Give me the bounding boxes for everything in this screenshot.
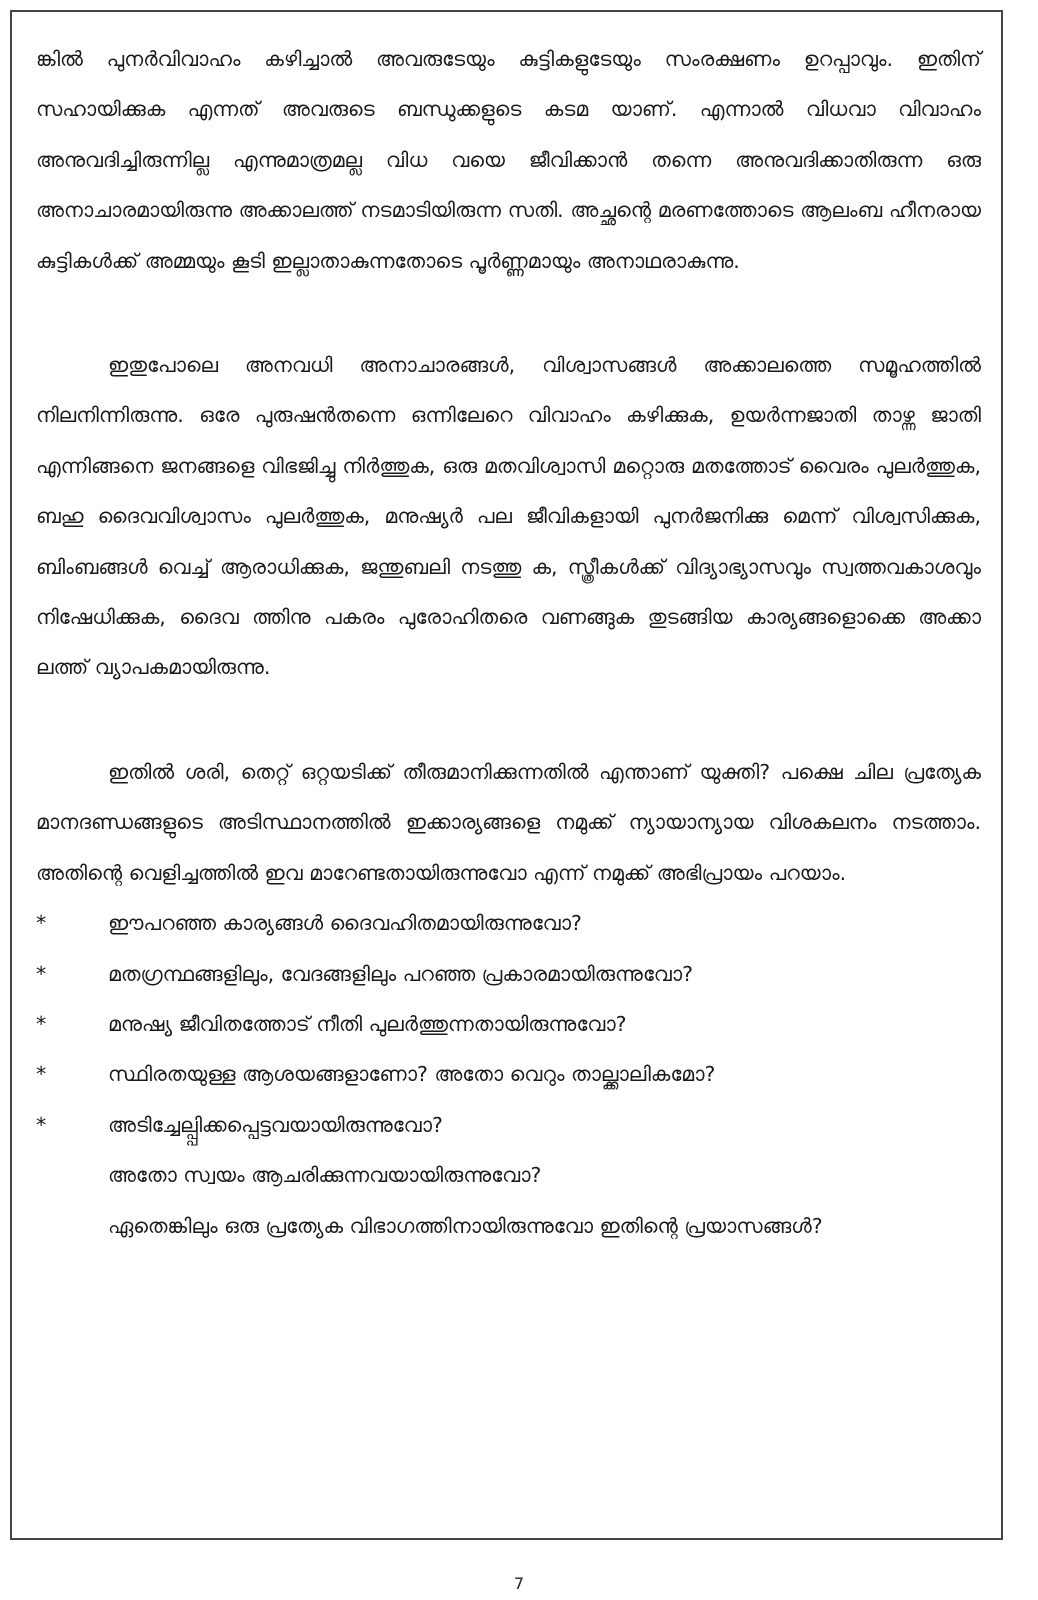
question-text: സ്ഥിരതയുള്ള ആശയങ്ങളാണോ? അതോ വെറും താല്ക്കാലികമോ? [108, 1062, 716, 1087]
question-item [36, 999, 981, 1049]
question-text: അതോ സ്വയം ആചരിക്കുന്നവയായിരുന്നുവോ? [108, 1163, 542, 1188]
paragraph-reasoning: ഇതിൽ ശരി, തെറ്റ് ഒറ്റയടിക്ക് തീരുമാനിക്കുന്നതിൽ എന്താണ് യുക്തി? പക്ഷെ ചില പ്രത്യേക മാനദണ്ഡങ്ങളുടെ അടിസ്ഥാനത്തിൽ ഇക്കാര്യങ്ങളെ നമുക്ക് ന്യായാന്യായ വിശകലനം നടത്താം. അതിന്റെ വെളിച്ചത്തിൽ ഇവ മാറേണ്ടതായിരുന്നുവോ എന്ന് നമുക്ക് അഭിപ്രായം പറയാം. [36, 759, 981, 885]
paragraph-gap [36, 286, 981, 340]
question-list [36, 898, 981, 1251]
question-item [36, 1201, 981, 1251]
question-text: ഈപറഞ്ഞ കാര്യങ്ങൾ ദൈവഹിതമായിരുന്നുവോ? [108, 911, 582, 936]
question-text: അടിച്ചേല്പ്പിക്കപ്പെട്ടവയായിരുന്നുവോ? [108, 1112, 443, 1137]
page-number: 7 [513, 1574, 525, 1593]
question-item [36, 949, 981, 999]
page-border [10, 10, 1003, 1540]
paragraph-gap [36, 693, 981, 747]
paragraph-sati: ങ്കിൽ പുനർവിവാഹം കഴിച്ചാൽ അവരുടേയും കുട്ടികളുടേയും സംരക്ഷണം ഉറപ്പാവും. ഇതിന് സഹായിക്കുക എന്നത് അവരുടെ ബന്ധുക്കളുടെ കടമ യാണ്. എന്നാൽ വിധവാ വിവാഹം അനുവദിച്ചിരുന്നില്ല എന്നുമാത്രമല്ല വിധ വയെ ജീവിക്കാൻ തന്നെ അനുവദിക്കാതിരുന്ന ഒരു അനാചാരമായിരുന്നു അക്കാലത്ത് നടമാടിയിരുന്ന സതി. അച്ഛന്റെ മരണത്തോടെ ആലംബ ഹീനരായ കുട്ടികൾക്ക് അമ്മയും കൂടി ഇല്ലാതാകുന്നതോടെ പൂർണ്ണമായും അനാഥരാകുന്നു. [36, 47, 981, 273]
asterisk-bullet: * [36, 1062, 47, 1087]
question-item [36, 1150, 981, 1200]
asterisk-bullet: * [36, 961, 47, 986]
paragraph-customs: ഇതുപോലെ അനവധി അനാചാരങ്ങൾ, വിശ്വാസങ്ങൾ അക്കാലത്തെ സമൂഹത്തിൽ നിലനിന്നിരുന്നു. ഒരേ പുരുഷൻതന്നെ ഒന്നിലേറെ വിവാഹം കഴിക്കുക, ഉയർന്നജാതി താഴ്ന്ന ജാതി എന്നിങ്ങനെ ജനങ്ങളെ വിഭജിച്ചു നിർത്തുക, ഒരു മതവിശ്വാസി മറ്റൊരു മതത്തോട് വൈരം പുലർത്തുക, ബഹു ദൈവവിശ്വാസം പുലർത്തുക, മനുഷ്യർ പല ജീവികളായി പുനർജനിക്കു മെന്ന് വിശ്വസിക്കുക, ബിംബങ്ങൾ വെച്ച് ആരാധിക്കുക, ജന്തുബലി നടത്തു ക, സ്ത്രീകൾക്ക് വിദ്യാഭ്യാസവും സ്വത്തവകാശവും നിഷേധിക്കുക, ദൈവ ത്തിനു പകരം പുരോഹിതരെ വണങ്ങുക തുടങ്ങിയ കാര്യങ്ങളൊക്കെ അക്കാ ലത്ത് വ്യാപകമായിരുന്നു. [36, 353, 981, 680]
question-item [36, 1100, 981, 1150]
asterisk-bullet: * [36, 1011, 47, 1036]
question-item [36, 898, 981, 948]
page-content [36, 34, 981, 1251]
asterisk-bullet: * [36, 911, 47, 936]
question-text: മതഗ്രന്ഥങ്ങളിലും, വേദങ്ങളിലും പറഞ്ഞ പ്രകാരമായിരുന്നുവോ? [108, 961, 694, 986]
asterisk-bullet: * [36, 1112, 47, 1137]
question-text: മനുഷ്യ ജീവിതത്തോട് നീതി പുലർത്തുന്നതായിരുന്നുവോ? [108, 1011, 627, 1036]
question-text: ഏതെങ്കിലും ഒരു പ്രത്യേക വിഭാഗത്തിനായിരുന്നുവോ ഇതിന്റെ പ്രയാസങ്ങൾ? [108, 1213, 823, 1238]
question-item [36, 1049, 981, 1099]
